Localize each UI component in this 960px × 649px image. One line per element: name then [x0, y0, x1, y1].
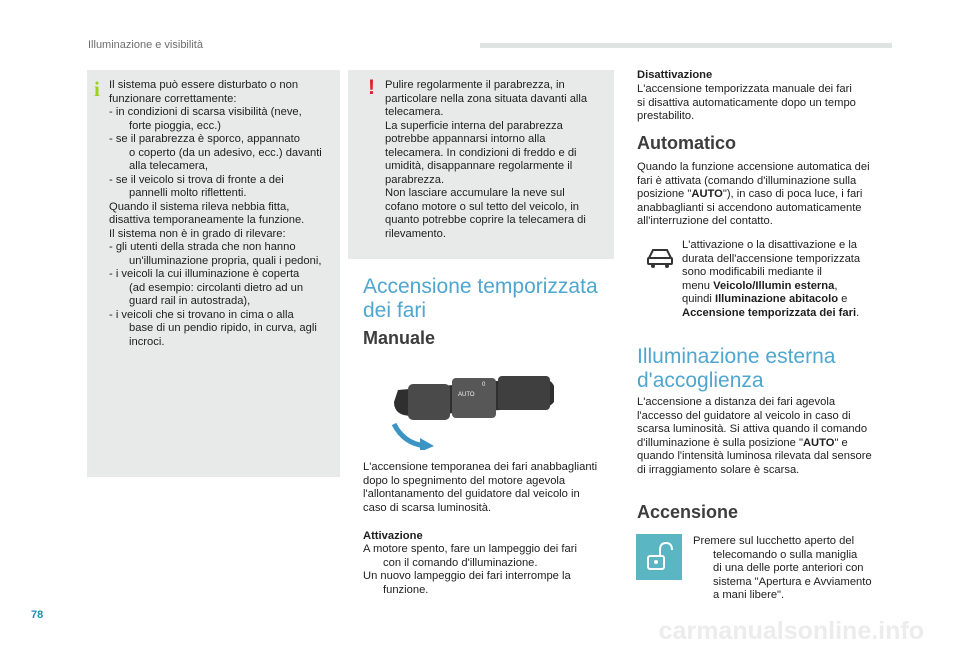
info-line: un'illuminazione propria, quali i pedoni, — [129, 254, 322, 267]
activation-heading: Attivazione — [363, 530, 423, 542]
warning-line: parabrezza. — [385, 173, 445, 186]
bold-text: Veicolo/Illumin esterna — [713, 279, 835, 292]
automatic-line: fari è attivata (comando d'illuminazione sulla — [637, 174, 857, 187]
welcome-line: quando l'intensità luminosa rilevata dal sensore — [637, 450, 872, 462]
settings-line — [682, 293, 860, 307]
text-span: funzione. — [383, 583, 429, 596]
info-line: Il sistema può essere disturbato o non — [109, 79, 299, 91]
unlock-icon — [636, 534, 682, 580]
info-line: forte pioggia, ecc.) — [129, 119, 222, 132]
text-span: telecomando o sulla maniglia — [713, 548, 858, 561]
text-span: a mani libere". — [713, 589, 785, 601]
automatic-line: Quando la funzione accensione automatica dei — [637, 161, 870, 173]
car-settings-icon — [645, 240, 675, 270]
warning-line: telecamera. In condizioni di freddo e di — [385, 146, 577, 159]
warning-box-text — [385, 79, 587, 241]
bold-text: Accensione temporizzata dei fari — [682, 306, 857, 319]
info-icon: i — [94, 77, 100, 101]
deactivation-heading: Disattivazione — [637, 69, 713, 81]
paragraph-line: l'allontanamento del guidatore dal veicolo in — [363, 488, 580, 500]
warning-line: particolare nella zona situata davanti alla — [385, 92, 588, 105]
warning-line: rilevamento. — [385, 227, 446, 240]
settings-line: durata dell'accensione temporizzata — [682, 252, 861, 265]
activation-item-line — [363, 584, 577, 598]
settings-line — [682, 307, 860, 321]
info-line: - in condizioni di scarsa visibilità (neve, — [109, 106, 302, 118]
text-span: e — [838, 293, 848, 305]
text-span: sistema "Apertura e Avviamento — [713, 575, 872, 588]
info-line: pannelli molto riflettenti. — [129, 187, 247, 199]
activation-item-line — [363, 543, 577, 557]
subtitle-accensione: Accensione — [637, 502, 739, 522]
welcome-line: l'accesso del guidatore al veicolo in caso di — [637, 409, 851, 422]
activation-list — [363, 543, 577, 597]
info-line: o coperto (da un adesivo, ecc.) davanti — [129, 146, 322, 159]
automatic-line — [637, 188, 870, 202]
unlock-tile — [636, 534, 682, 580]
info-line: funzionare correttamente: — [109, 92, 237, 105]
info-line: - i veicoli che si trovano in cima o alla — [109, 308, 294, 321]
welcome-line — [637, 437, 872, 451]
welcome-bullet-line — [693, 576, 872, 590]
text-span: " e — [834, 436, 848, 449]
text-span: con il comando d'illuminazione. — [383, 556, 538, 569]
text-span: A motore spento, fare un lampeggio dei fari — [363, 543, 577, 555]
info-line: alla telecamera, — [129, 160, 208, 172]
deactivation-line: L'accensione temporizzata manuale dei fari — [637, 83, 852, 95]
info-line: - gli utenti della strada che non hanno — [109, 241, 296, 253]
settings-line: sono modificabili mediante il — [682, 266, 822, 278]
bold-text: AUTO — [802, 436, 835, 449]
header-rule — [480, 43, 892, 48]
subtitle-manuale: Manuale — [363, 328, 436, 348]
text-span: menu — [682, 279, 714, 292]
deactivation-text — [637, 83, 856, 124]
text-span: di una delle porte anteriori con — [713, 562, 864, 574]
settings-line: L'attivazione o la disattivazione e la — [682, 239, 858, 251]
info-line: Il sistema non è in grado di rilevare: — [109, 227, 286, 240]
automatic-line: anabbaglianti si accendono automaticamente — [637, 201, 862, 214]
page-number: 78 — [31, 609, 44, 621]
paragraph-line: caso di scarsa luminosità. — [363, 501, 492, 514]
info-line: (ad esempio: circolanti dietro ad un — [129, 281, 304, 294]
info-line: base di un pendio ripido, in curva, agli — [129, 322, 317, 334]
settings-text — [682, 239, 860, 320]
welcome-line: scarsa luminosità. Si attiva quando il comando — [637, 423, 868, 435]
text-span: quindi — [682, 293, 715, 305]
watermark: carmanualsonline.info — [658, 617, 924, 645]
warning-line: potrebbe appannarsi intorno alla — [385, 133, 546, 145]
warning-line: telecamera. — [385, 106, 444, 118]
automatic-text — [637, 161, 870, 229]
warning-line: Pulire regolarmente il parabrezza, in — [385, 79, 565, 91]
info-line: disattiva temporaneamente la funzione. — [109, 214, 305, 226]
welcome-bullet-line — [693, 549, 872, 563]
welcome-bullet-line — [693, 535, 872, 549]
automatic-line: all'interruzione del contatto. — [637, 215, 773, 227]
warning-line: Non lasciare accumulare la neve sul — [385, 187, 565, 199]
section-title-temp: Accensione temporizzata dei fari — [363, 275, 598, 322]
light-stalk-illustration — [390, 372, 560, 450]
info-box-text — [109, 79, 322, 349]
section-title-welcome: Illuminazione esterna d'accoglienza — [637, 345, 836, 392]
subtitle-automatico: Automatico — [637, 133, 736, 153]
deactivation-line: si disattiva automaticamente dopo un tempo — [637, 96, 856, 109]
paragraph-line: dopo lo spegnimento del motore agevola — [363, 474, 566, 487]
paragraph-line: L'accensione temporanea dei fari anabbaglianti — [363, 461, 598, 473]
temp-paragraph — [363, 461, 597, 515]
stalk-zero-label: 0 — [482, 382, 486, 388]
text-span: Un nuovo lampeggio dei fari interrompe la — [363, 570, 571, 582]
text-span: d'illuminazione è sulla posizione " — [637, 436, 803, 449]
welcome-bullet-line — [693, 562, 872, 576]
bold-text: AUTO — [691, 188, 723, 200]
welcome-line: di irraggiamento solare è scarsa. — [637, 463, 800, 476]
warning-line: La superficie interna del parabrezza — [385, 119, 563, 132]
warning-line: umidità, disappannare regolarmente il — [385, 160, 573, 172]
welcome-bullet-line — [693, 589, 872, 603]
activation-item-line — [363, 557, 577, 571]
text-span: . — [856, 306, 860, 319]
welcome-bullet-list — [693, 535, 872, 603]
text-span: "), in caso di poca luce, i fari — [722, 188, 863, 200]
header-title: Illuminazione e visibilità — [88, 39, 203, 51]
info-line: Quando il sistema rileva nebbia fitta, — [109, 200, 290, 213]
stalk-auto-label: AUTO — [458, 392, 475, 398]
warning-line: quanto potrebbe coprire la telecamera di — [385, 214, 586, 226]
welcome-text — [637, 396, 872, 477]
text-span: posizione " — [637, 188, 692, 200]
bold-text: Illuminazione abitacolo — [714, 293, 839, 305]
text-span: , — [834, 279, 838, 292]
text-span: Premere sul lucchetto aperto del — [693, 535, 855, 547]
info-line: incroci. — [129, 335, 165, 348]
info-line: - i veicoli la cui illuminazione è coperta — [109, 268, 300, 280]
activation-item-line — [363, 570, 577, 584]
settings-line — [682, 280, 860, 294]
info-line: - se il veicolo si trova di fronte a dei — [109, 173, 284, 186]
info-line: guard rail in autostrada), — [129, 295, 251, 307]
warning-line: cofano motore o sul tetto del veicolo, in — [385, 200, 580, 213]
deactivation-line: prestabilito. — [637, 110, 695, 122]
warning-icon: ! — [368, 76, 375, 99]
info-line: - se il parabrezza è sporco, appannato — [109, 133, 300, 145]
welcome-line: L'accensione a distanza dei fari agevola — [637, 396, 836, 408]
